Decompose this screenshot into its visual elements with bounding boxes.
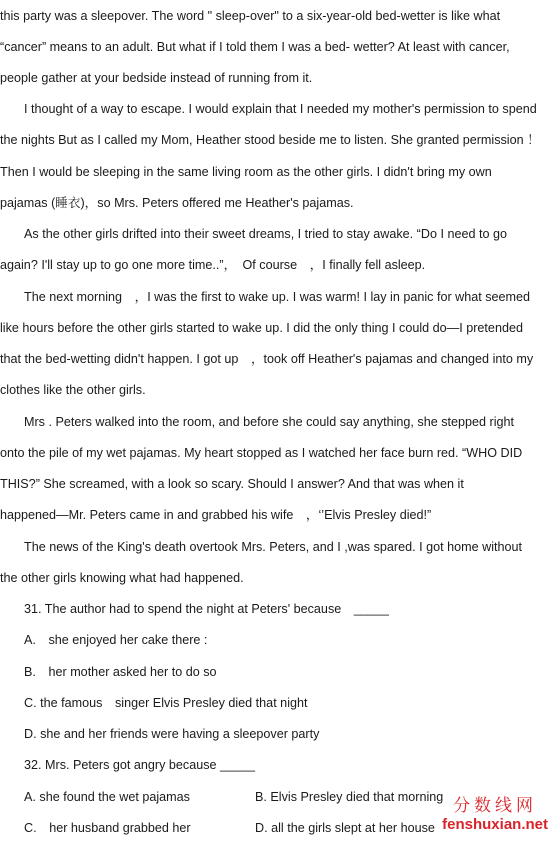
watermark-chinese-text: 分数线网	[453, 796, 538, 816]
passage-line: As the other girls drifted into their sweet dreams, I tried to stay awake. “Do I need to go	[24, 227, 507, 241]
passage-line: “cancer” means to an adult. But what if I told them I was a bed- wetter? At least with cancer,	[0, 40, 510, 54]
passage-line: like hours before the other girls started to wake up. I did the only thing I could do—I pretended	[0, 321, 523, 335]
passage-line: onto the pile of my wet pajamas. My heart stopped as I watched her face burn red. “WHO DID	[0, 446, 523, 460]
question-31-option-c: C. the famous singer Elvis Presley died that night	[24, 696, 308, 710]
passage-line: I thought of a way to escape. I would explain that I needed my mother's permission to spend	[24, 102, 537, 116]
watermark-url: fenshuxian.net	[442, 816, 548, 833]
question-31-option-a: A. she enjoyed her cake there :	[24, 633, 208, 647]
passage-line: The news of the King's death overtook Mrs. Peters, and I ,was spared. I got home without	[24, 540, 523, 554]
passage-line: the other girls knowing what had happened.	[0, 571, 244, 585]
site-watermark	[442, 796, 548, 834]
question-31-option-b: B. her mother asked her to do so	[24, 665, 217, 679]
question-31-option-d: D. she and her friends were having a sleepover party	[24, 727, 320, 741]
passage-line: happened—Mr. Peters came in and grabbed his wife ，‘’Elvis Presley died!”	[0, 508, 432, 522]
passage-line: The next morning ，I was the first to wake up. I was warm! I lay in panic for what seemed	[24, 290, 531, 304]
passage-line: Mrs . Peters walked into the room, and before she could say anything, she stepped right	[24, 415, 515, 429]
question-32-option-a: A. she found the wet pajamas	[24, 790, 190, 804]
question-32-stem: 32. Mrs. Peters got angry because _____	[24, 758, 256, 772]
question-32-option-b: B. Elvis Presley died that morning	[255, 790, 444, 804]
passage-line: Then I would be sleeping in the same living room as the other girls. I didn't bring my own	[0, 165, 492, 179]
passage-line: THIS?” She screamed, with a look so scary. Should I answer? And that was when it	[0, 477, 464, 491]
passage-line: the nights But as I called my Mom, Heather stood beside me to listen. She granted permission ！	[0, 133, 540, 147]
passage-line: people gather at your bedside instead of running from it.	[0, 71, 313, 85]
passage-line: clothes like the other girls.	[0, 383, 146, 397]
passage-line: pajamas (睡衣)，so Mrs. Peters offered me Heather's pajamas.	[0, 196, 354, 210]
question-31-stem: 31. The author had to spend the night at Peters' because _____	[24, 602, 389, 616]
question-32-option-c: C. her husband grabbed her	[24, 821, 191, 835]
question-32-option-d: D. all the girls slept at her house	[255, 821, 435, 835]
passage-line: this party was a sleepover. The word " sleep-over" to a six-year-old bed-wetter is like what	[0, 9, 501, 23]
passage-line: that the bed-wetting didn't happen. I got up ，took off Heather's pajamas and changed into my	[0, 352, 534, 366]
passage-line: again? I'll stay up to go one more time..”， Of course ，I finally fell asleep.	[0, 258, 426, 272]
